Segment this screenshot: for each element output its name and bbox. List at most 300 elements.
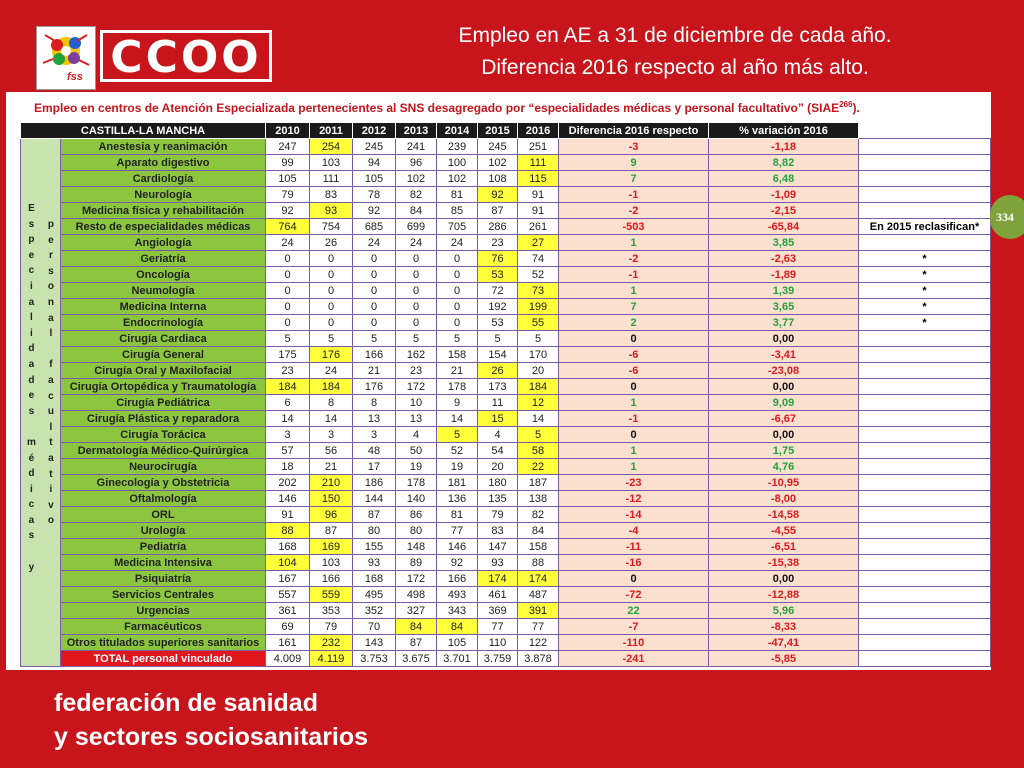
footer-org-name (54, 686, 368, 754)
year-value-cell: 87 (478, 203, 518, 219)
year-value-cell: 166 (310, 571, 353, 587)
vertical-label-letter: i (30, 327, 33, 339)
year-value-cell: 3.759 (478, 651, 518, 667)
vertical-label-letter: o (47, 281, 54, 293)
vertical-label-letter: c (28, 499, 35, 511)
vertical-label-letter: e (48, 234, 54, 246)
year-value-cell: 136 (437, 491, 478, 507)
year-value-cell: 461 (478, 587, 518, 603)
year-value-cell: 192 (478, 299, 518, 315)
year-value-cell: 0 (396, 283, 437, 299)
year-value-cell: 24 (437, 235, 478, 251)
year-value-cell: 100 (437, 155, 478, 171)
specialty-name: Cirugía Torácica (61, 427, 266, 443)
header-2014: 2014 (437, 123, 478, 139)
year-value-cell: 20 (478, 459, 518, 475)
specialty-name: Neurocirugía (61, 459, 266, 475)
year-value-cell: 83 (310, 187, 353, 203)
table-row (21, 411, 991, 427)
difference-cell: -1 (559, 411, 709, 427)
variation-cell: 0,00 (709, 331, 859, 347)
year-value-cell: 82 (396, 187, 437, 203)
employment-table (20, 122, 991, 667)
vertical-label-letter: l (49, 421, 53, 433)
year-value-cell: 0 (353, 251, 396, 267)
vertical-label-letter: s (28, 218, 35, 230)
year-value-cell: 5 (266, 331, 310, 347)
note-cell (859, 411, 991, 427)
specialty-name: TOTAL personal vinculado (61, 651, 266, 667)
difference-cell: 1 (559, 459, 709, 475)
table-row (21, 267, 991, 283)
difference-cell: 7 (559, 171, 709, 187)
year-value-cell: 146 (266, 491, 310, 507)
vertical-label-letter: s (48, 265, 54, 277)
specialty-name: Endocrinología (61, 315, 266, 331)
table-row (21, 523, 991, 539)
note-cell: * (859, 283, 991, 299)
difference-cell: 9 (559, 155, 709, 171)
difference-cell: -110 (559, 635, 709, 651)
year-value-cell: 210 (310, 475, 353, 491)
variation-cell: -1,89 (709, 267, 859, 283)
year-value-cell: 87 (353, 507, 396, 523)
vertical-label-letter: c (48, 390, 54, 402)
year-value-cell: 0 (310, 267, 353, 283)
year-value-cell: 184 (518, 379, 559, 395)
year-value-cell: 3.701 (437, 651, 478, 667)
table-row (21, 491, 991, 507)
year-value-cell: 3.675 (396, 651, 437, 667)
note-cell (859, 363, 991, 379)
year-value-cell: 92 (478, 187, 518, 203)
table-row (21, 315, 991, 331)
note-cell (859, 475, 991, 491)
vertical-label-letter: d (28, 468, 35, 480)
variation-cell: 8,82 (709, 155, 859, 171)
vertical-label-letter: p (28, 234, 35, 246)
header-2015: 2015 (478, 123, 518, 139)
table-row (21, 459, 991, 475)
year-value-cell: 764 (266, 219, 310, 235)
year-value-cell: 155 (353, 539, 396, 555)
year-value-cell: 178 (437, 379, 478, 395)
year-value-cell: 168 (353, 571, 396, 587)
difference-cell: -23 (559, 475, 709, 491)
vertical-label-letter: t (49, 437, 53, 449)
year-value-cell: 0 (396, 299, 437, 315)
year-value-cell: 5 (310, 331, 353, 347)
vertical-label-letter: t (49, 468, 53, 480)
year-value-cell: 174 (518, 571, 559, 587)
note-cell (859, 635, 991, 651)
year-value-cell: 176 (353, 379, 396, 395)
year-value-cell: 87 (396, 635, 437, 651)
note-cell (859, 395, 991, 411)
vertical-label-letter: s (28, 405, 35, 417)
year-value-cell: 6 (266, 395, 310, 411)
variation-cell: -15,38 (709, 555, 859, 571)
variation-cell: -10,95 (709, 475, 859, 491)
difference-cell: 7 (559, 299, 709, 315)
note-cell (859, 427, 991, 443)
table-row (21, 219, 991, 235)
year-value-cell: 15 (478, 411, 518, 427)
year-value-cell: 4 (396, 427, 437, 443)
table-row (21, 187, 991, 203)
year-value-cell: 0 (310, 299, 353, 315)
year-value-cell: 143 (353, 635, 396, 651)
year-value-cell: 79 (310, 619, 353, 635)
vertical-label-letter: u (47, 406, 54, 418)
specialty-name: Otros titulados superiores sanitarios (61, 635, 266, 651)
note-cell (859, 331, 991, 347)
specialty-name: Ginecología y Obstetricia (61, 475, 266, 491)
variation-cell: -6,67 (709, 411, 859, 427)
variation-cell: -8,00 (709, 491, 859, 507)
note-cell (859, 235, 991, 251)
year-value-cell: 78 (353, 187, 396, 203)
difference-cell: 0 (559, 379, 709, 395)
year-value-cell: 110 (478, 635, 518, 651)
year-value-cell: 180 (478, 475, 518, 491)
year-value-cell: 12 (518, 395, 559, 411)
specialty-name: Urgencias (61, 603, 266, 619)
header-2016: 2016 (518, 123, 559, 139)
year-value-cell: 245 (353, 139, 396, 155)
year-value-cell: 91 (518, 187, 559, 203)
header-2012: 2012 (353, 123, 396, 139)
year-value-cell: 172 (396, 379, 437, 395)
vertical-label-letter: E (28, 203, 35, 214)
year-value-cell: 58 (518, 443, 559, 459)
specialty-name: Pediatría (61, 539, 266, 555)
specialty-name: Medicina Intensiva (61, 555, 266, 571)
variation-cell: 4,76 (709, 459, 859, 475)
year-value-cell: 166 (353, 347, 396, 363)
year-value-cell: 26 (310, 235, 353, 251)
year-value-cell: 0 (353, 267, 396, 283)
variation-cell: 3,77 (709, 315, 859, 331)
specialty-name: Dermatología Médico-Quirúrgica (61, 443, 266, 459)
year-value-cell: 0 (353, 283, 396, 299)
page-title (340, 20, 1010, 84)
variation-cell: 1,39 (709, 283, 859, 299)
year-value-cell: 14 (266, 411, 310, 427)
year-value-cell: 184 (266, 379, 310, 395)
table-row (21, 635, 991, 651)
year-value-cell: 187 (518, 475, 559, 491)
year-value-cell: 245 (478, 139, 518, 155)
fss-badge-icon (36, 26, 96, 90)
year-value-cell: 48 (353, 443, 396, 459)
note-cell (859, 171, 991, 187)
year-value-cell: 181 (437, 475, 478, 491)
specialty-name: Farmacéuticos (61, 619, 266, 635)
year-value-cell: 93 (353, 555, 396, 571)
year-value-cell: 3.753 (353, 651, 396, 667)
year-value-cell: 154 (478, 347, 518, 363)
year-value-cell: 247 (266, 139, 310, 155)
year-value-cell: 175 (266, 347, 310, 363)
year-value-cell: 135 (478, 491, 518, 507)
table-panel (6, 92, 991, 670)
year-value-cell: 174 (478, 571, 518, 587)
table-header-row (21, 123, 991, 139)
variation-cell: -1,18 (709, 139, 859, 155)
year-value-cell: 93 (310, 203, 353, 219)
difference-cell: -16 (559, 555, 709, 571)
year-value-cell: 5 (518, 427, 559, 443)
table-row (21, 555, 991, 571)
variation-cell: -65,84 (709, 219, 859, 235)
variation-cell: -2,63 (709, 251, 859, 267)
table-row (21, 155, 991, 171)
note-cell (859, 619, 991, 635)
variation-cell: 6,48 (709, 171, 859, 187)
year-value-cell: 5 (437, 427, 478, 443)
table-title-end: ). (852, 101, 860, 115)
difference-cell: -1 (559, 267, 709, 283)
year-value-cell: 53 (478, 315, 518, 331)
year-value-cell: 87 (310, 523, 353, 539)
vertical-label-letter: p (47, 219, 54, 230)
note-cell (859, 491, 991, 507)
vertical-label-letter: o (47, 515, 54, 527)
specialty-name: Geriatría (61, 251, 266, 267)
year-value-cell: 0 (437, 283, 478, 299)
year-value-cell: 11 (478, 395, 518, 411)
variation-cell: -6,51 (709, 539, 859, 555)
year-value-cell: 24 (266, 235, 310, 251)
year-value-cell: 161 (266, 635, 310, 651)
year-value-cell: 493 (437, 587, 478, 603)
year-value-cell: 108 (478, 171, 518, 187)
year-value-cell: 111 (518, 155, 559, 171)
vertical-label-letter: m (26, 436, 36, 448)
note-cell: * (859, 315, 991, 331)
year-value-cell: 202 (266, 475, 310, 491)
note-cell: * (859, 251, 991, 267)
vertical-label-letter: c (28, 265, 35, 277)
year-value-cell: 84 (396, 203, 437, 219)
year-value-cell: 50 (396, 443, 437, 459)
year-value-cell: 232 (310, 635, 353, 651)
specialty-name: ORL (61, 507, 266, 523)
table-title (34, 100, 994, 115)
difference-cell: -2 (559, 203, 709, 219)
difference-cell: 1 (559, 283, 709, 299)
year-value-cell: 353 (310, 603, 353, 619)
year-value-cell: 102 (437, 171, 478, 187)
specialty-name: Cirugía General (61, 347, 266, 363)
variation-cell: -4,55 (709, 523, 859, 539)
year-value-cell: 80 (396, 523, 437, 539)
year-value-cell: 148 (396, 539, 437, 555)
difference-cell: -11 (559, 539, 709, 555)
note-cell (859, 507, 991, 523)
table-title-text: Empleo en centros de Atención Especializada pertenecientes al SNS desagregado por “especialidades médicas y personal facultativo” (SIAE (34, 101, 840, 115)
year-value-cell: 3 (266, 427, 310, 443)
year-value-cell: 557 (266, 587, 310, 603)
table-row (21, 139, 991, 155)
vertical-label-letter: a (28, 296, 35, 308)
specialty-name: Cirugía Pediátrica (61, 395, 266, 411)
year-value-cell: 14 (518, 411, 559, 427)
table-row (21, 299, 991, 315)
vertical-label-letter: l (49, 328, 53, 340)
note-cell (859, 187, 991, 203)
variation-cell: 1,75 (709, 443, 859, 459)
vertical-category-label (21, 139, 61, 667)
year-value-cell: 4 (478, 427, 518, 443)
year-value-cell: 21 (310, 459, 353, 475)
note-cell (859, 651, 991, 667)
specialty-name: Servicios Centrales (61, 587, 266, 603)
note-cell (859, 539, 991, 555)
ccoo-wordmark: CCOO (100, 30, 272, 82)
year-value-cell: 178 (396, 475, 437, 491)
year-value-cell: 24 (396, 235, 437, 251)
year-value-cell: 88 (518, 555, 559, 571)
table-title-sup: 266 (839, 100, 853, 109)
header-variation: % variación 2016 (709, 123, 859, 139)
year-value-cell: 0 (396, 251, 437, 267)
variation-cell: 3,65 (709, 299, 859, 315)
year-value-cell: 705 (437, 219, 478, 235)
year-value-cell: 23 (266, 363, 310, 379)
year-value-cell: 86 (396, 507, 437, 523)
year-value-cell: 144 (353, 491, 396, 507)
fss-badge-text: fss (67, 71, 83, 83)
note-cell: * (859, 267, 991, 283)
year-value-cell: 24 (310, 363, 353, 379)
variation-cell: 0,00 (709, 427, 859, 443)
specialty-name: Cirugía Cardiaca (61, 331, 266, 347)
note-cell (859, 587, 991, 603)
specialty-name: Psiquiatría (61, 571, 266, 587)
year-value-cell: 111 (310, 171, 353, 187)
title-line-1: Empleo en AE a 31 de diciembre de cada año. (458, 24, 892, 47)
year-value-cell: 77 (437, 523, 478, 539)
table-row (21, 603, 991, 619)
vertical-label-letter: d (28, 343, 35, 355)
year-value-cell: 23 (396, 363, 437, 379)
year-value-cell: 13 (396, 411, 437, 427)
specialty-name: Cirugía Ortopédica y Traumatología (61, 379, 266, 395)
year-value-cell: 4.119 (310, 651, 353, 667)
year-value-cell: 53 (478, 267, 518, 283)
year-value-cell: 5 (437, 331, 478, 347)
year-value-cell: 92 (353, 203, 396, 219)
year-value-cell: 0 (353, 299, 396, 315)
table-row (21, 363, 991, 379)
difference-cell: -12 (559, 491, 709, 507)
year-value-cell: 186 (353, 475, 396, 491)
year-value-cell: 0 (266, 267, 310, 283)
header-2010: 2010 (266, 123, 310, 139)
vertical-label-letter: e (28, 390, 35, 402)
header-difference: Diferencia 2016 respecto (559, 123, 709, 139)
variation-cell: -8,33 (709, 619, 859, 635)
year-value-cell: 699 (396, 219, 437, 235)
year-value-cell: 327 (396, 603, 437, 619)
note-cell: * (859, 299, 991, 315)
table-row (21, 283, 991, 299)
year-value-cell: 147 (478, 539, 518, 555)
table-row (21, 395, 991, 411)
difference-cell: -1 (559, 187, 709, 203)
table-row (21, 347, 991, 363)
year-value-cell: 84 (518, 523, 559, 539)
table-row (21, 587, 991, 603)
year-value-cell: 0 (310, 315, 353, 331)
year-value-cell: 24 (353, 235, 396, 251)
table-row (21, 427, 991, 443)
table-row (21, 539, 991, 555)
year-value-cell: 0 (310, 251, 353, 267)
note-cell (859, 571, 991, 587)
variation-cell: -5,85 (709, 651, 859, 667)
year-value-cell: 352 (353, 603, 396, 619)
year-value-cell: 4.009 (266, 651, 310, 667)
variation-cell: -1,09 (709, 187, 859, 203)
vertical-label-letter: e (28, 249, 35, 261)
year-value-cell: 93 (478, 555, 518, 571)
year-value-cell: 99 (266, 155, 310, 171)
difference-cell: -7 (559, 619, 709, 635)
year-value-cell: 85 (437, 203, 478, 219)
year-value-cell: 56 (310, 443, 353, 459)
year-value-cell: 52 (518, 267, 559, 283)
year-value-cell: 173 (478, 379, 518, 395)
year-value-cell: 104 (266, 555, 310, 571)
year-value-cell: 369 (478, 603, 518, 619)
note-cell (859, 555, 991, 571)
year-value-cell: 3 (310, 427, 353, 443)
difference-cell: -503 (559, 219, 709, 235)
header-2013: 2013 (396, 123, 437, 139)
year-value-cell: 138 (518, 491, 559, 507)
year-value-cell: 19 (396, 459, 437, 475)
year-value-cell: 9 (437, 395, 478, 411)
year-value-cell: 150 (310, 491, 353, 507)
vertical-label-letter: n (47, 296, 54, 308)
year-value-cell: 158 (437, 347, 478, 363)
header-2011: 2011 (310, 123, 353, 139)
year-value-cell: 57 (266, 443, 310, 459)
year-value-cell: 88 (266, 523, 310, 539)
year-value-cell: 105 (353, 171, 396, 187)
year-value-cell: 167 (266, 571, 310, 587)
title-line-2: Diferencia 2016 respecto al año más alto. (481, 56, 869, 79)
year-value-cell: 122 (518, 635, 559, 651)
note-cell (859, 523, 991, 539)
year-value-cell: 286 (478, 219, 518, 235)
year-value-cell: 559 (310, 587, 353, 603)
note-cell: En 2015 reclasifican* (859, 219, 991, 235)
year-value-cell: 239 (437, 139, 478, 155)
year-value-cell: 103 (310, 555, 353, 571)
vertical-label-letter: y (28, 561, 35, 573)
vertical-label-letter: r (48, 250, 53, 262)
year-value-cell: 3.878 (518, 651, 559, 667)
difference-cell: -241 (559, 651, 709, 667)
difference-cell: 0 (559, 571, 709, 587)
specialty-name: Urología (61, 523, 266, 539)
year-value-cell: 254 (310, 139, 353, 155)
year-value-cell: 361 (266, 603, 310, 619)
